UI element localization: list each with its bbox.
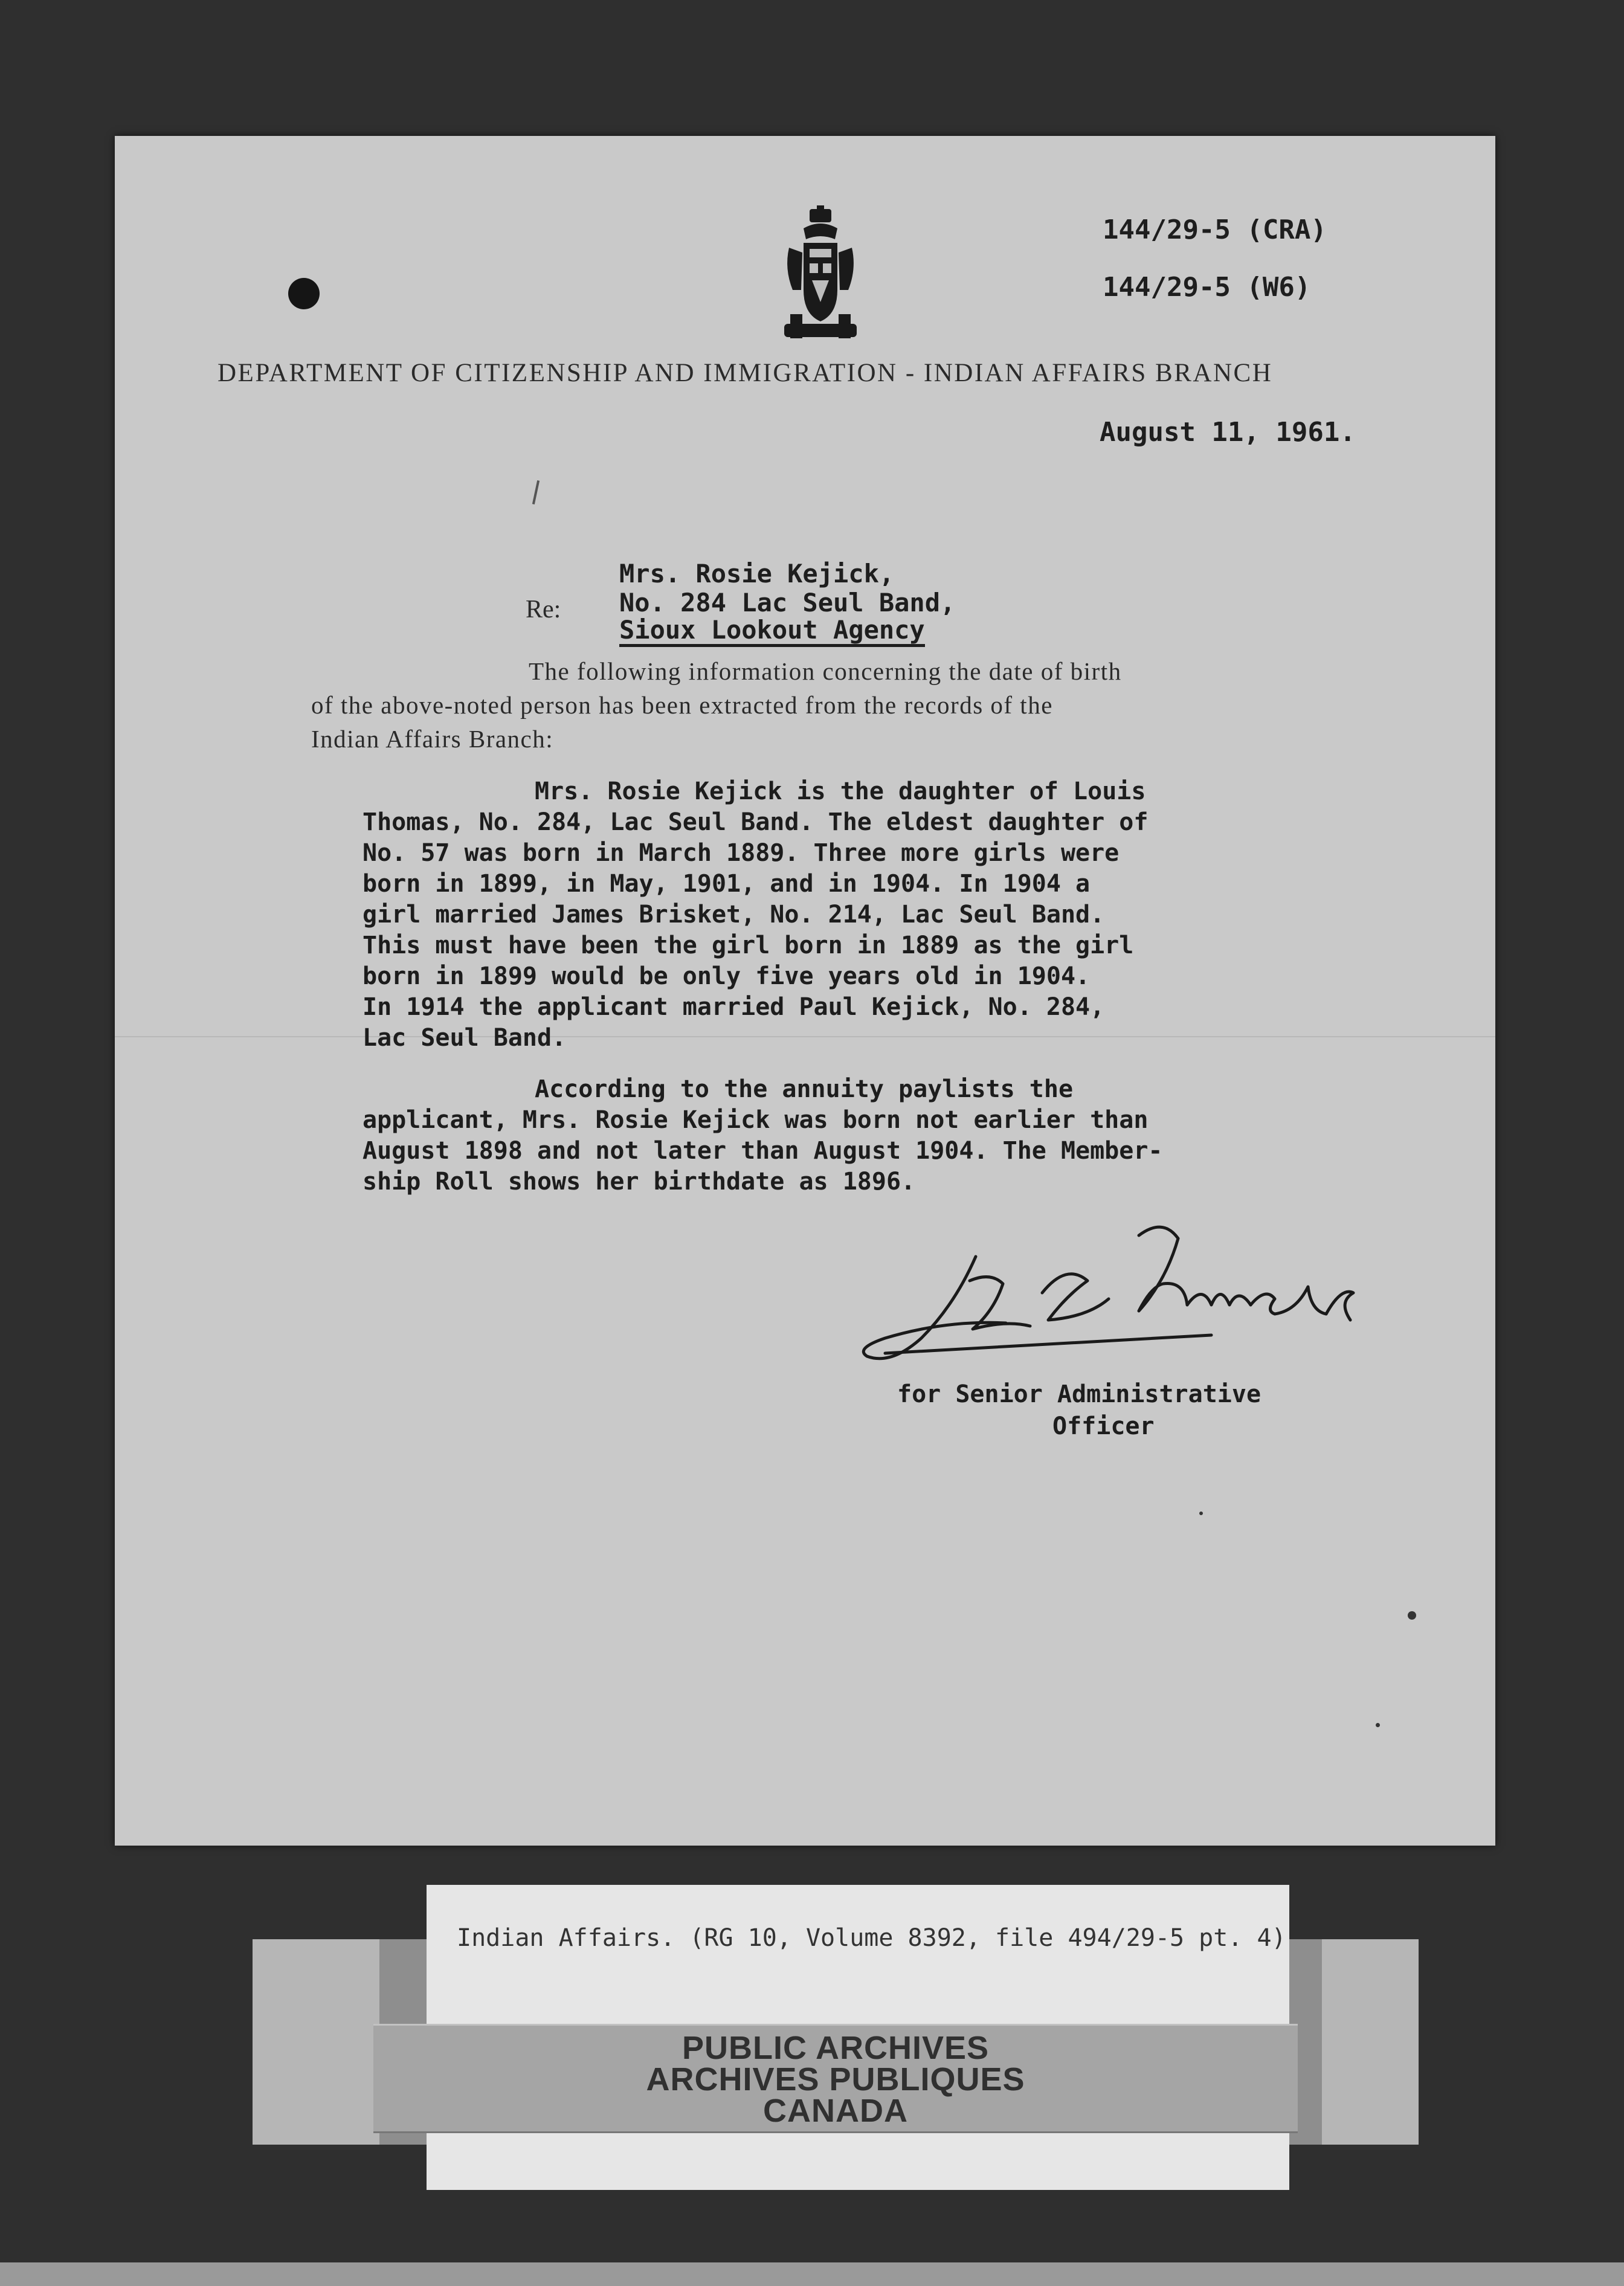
paragraph2-line: August 1898 and not later than August 1904. The Member- bbox=[362, 1137, 1163, 1165]
punch-hole bbox=[288, 278, 320, 309]
archive-citation: Indian Affairs. (RG 10, Volume 8392, file 494/29-5 pt. 4) bbox=[457, 1924, 1286, 1952]
paragraph2-line: ship Roll shows her birthdate as 1896. bbox=[362, 1168, 916, 1196]
paragraph1-line: born in 1899, in May, 1901, and in 1904. In 1904 a bbox=[362, 870, 1091, 898]
tape-end-left bbox=[253, 1939, 379, 2145]
paragraph1-line: In 1914 the applicant married Paul Kejick, No. 284, bbox=[362, 993, 1105, 1021]
speck bbox=[1199, 1512, 1203, 1515]
archive-stamp-line: ARCHIVES PUBLIQUES bbox=[646, 2061, 1025, 2098]
re-name: Mrs. Rosie Kejick, bbox=[619, 559, 895, 588]
paragraph2-line: According to the annuity paylists the bbox=[535, 1075, 1074, 1103]
signature-caption: for Senior Administrative bbox=[897, 1380, 1262, 1408]
paragraph1-line: born in 1899 would be only five years old in 1904. bbox=[362, 962, 1091, 990]
intro-line: Indian Affairs Branch: bbox=[311, 725, 554, 753]
page-fold bbox=[115, 1036, 1495, 1037]
paragraph1-line: Lac Seul Band. bbox=[362, 1024, 567, 1052]
paragraph1-line: This must have been the girl born in 1889 as the girl bbox=[362, 932, 1134, 959]
speck bbox=[1408, 1611, 1416, 1620]
re-band: No. 284 Lac Seul Band, bbox=[619, 588, 956, 617]
paragraph1-line: Mrs. Rosie Kejick is the daughter of Louis bbox=[535, 778, 1146, 805]
tape-end-right bbox=[1322, 1939, 1419, 2145]
department-header: DEPARTMENT OF CITIZENSHIP AND IMMIGRATION - INDIAN AFFAIRS BRANCH bbox=[218, 359, 1273, 387]
re-agency: Sioux Lookout Agency bbox=[619, 616, 925, 647]
coat-of-arms-icon bbox=[772, 205, 869, 347]
pencil-mark bbox=[532, 480, 540, 504]
archive-stamp-line: CANADA bbox=[763, 2093, 908, 2129]
re-label: Re: bbox=[526, 596, 561, 623]
paragraph2-line: applicant, Mrs. Rosie Kejick was born not earlier than bbox=[362, 1106, 1149, 1134]
file-reference-1: 144/29-5 (CRA) bbox=[1103, 214, 1327, 245]
film-edge bbox=[0, 2262, 1624, 2286]
signature-caption: Officer bbox=[1052, 1412, 1155, 1440]
intro-line: The following information concerning the date of birth bbox=[529, 657, 1122, 685]
paragraph1-line: Thomas, No. 284, Lac Seul Band. The eldest daughter of bbox=[362, 808, 1149, 836]
paragraph1-line: girl married James Brisket, No. 214, Lac Seul Band. bbox=[362, 901, 1105, 929]
speck bbox=[1376, 1723, 1380, 1727]
intro-line: of the above-noted person has been extracted from the records of the bbox=[311, 691, 1053, 719]
archive-stamp-band bbox=[373, 2024, 1298, 2133]
file-reference-2: 144/29-5 (W6) bbox=[1103, 272, 1311, 303]
letter-date: August 11, 1961. bbox=[1100, 417, 1356, 448]
archive-stamp-line: PUBLIC ARCHIVES bbox=[682, 2030, 990, 2066]
paragraph1-line: No. 57 was born in March 1889. Three more girls were bbox=[362, 839, 1120, 867]
letter-page bbox=[115, 136, 1495, 1846]
signature bbox=[849, 1214, 1362, 1396]
